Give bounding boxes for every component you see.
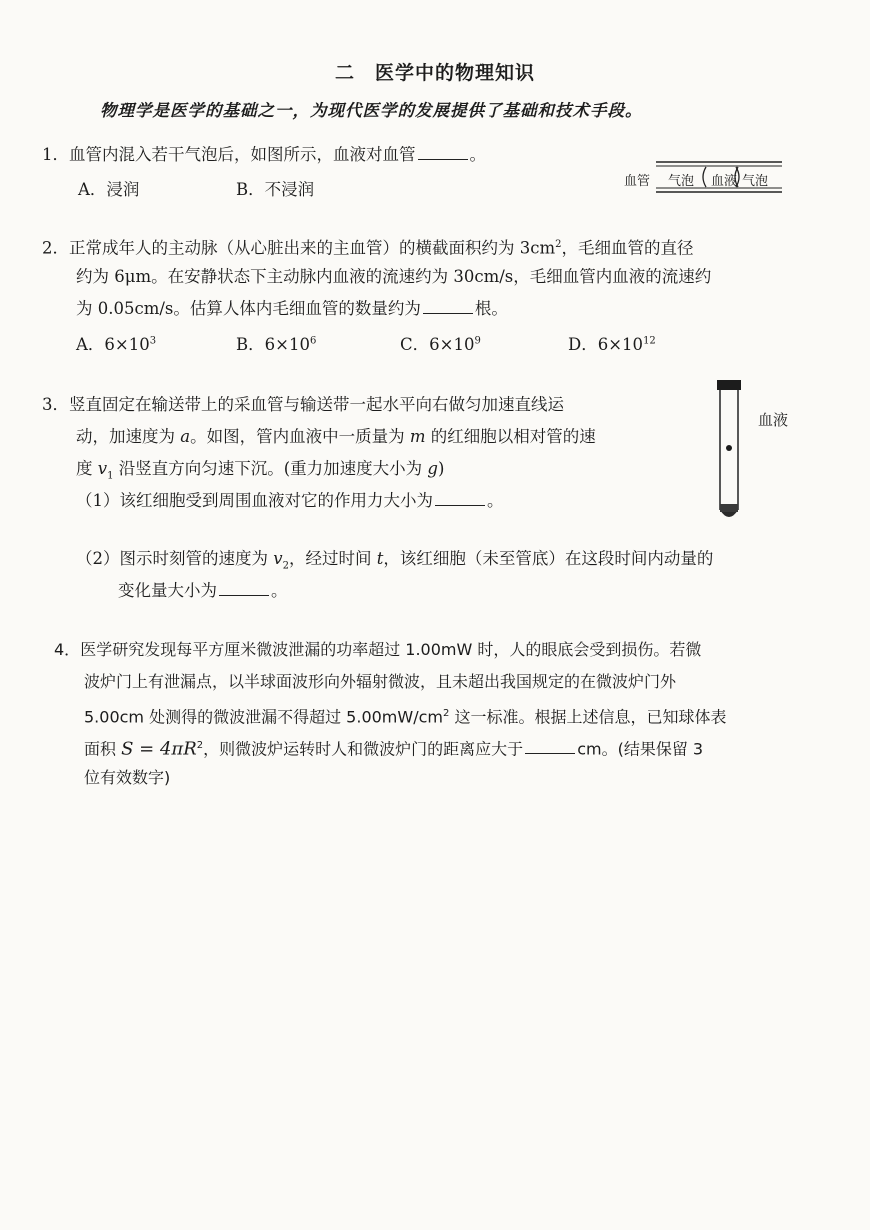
q1-fig-vessel-label: 血管 (624, 174, 651, 189)
q2-option-b: B．$6\times 10^6$ (236, 335, 317, 354)
q4-line-1: 4．医学研究发现每平方厘米微波泄漏的功率超过 1.00mW 时，人的眼底会受到损伤。若微 (54, 640, 702, 659)
q2-option-c: C．$6\times 10^9$ (400, 335, 481, 354)
q3-number: 3． (42, 395, 69, 414)
q4-line-2: 波炉门上有泄漏点，以半球面波形向外辐射微波，且未超出我国规定的在微波炉门外 (84, 672, 677, 691)
q3-part-1: （1）该红细胞受到周围血液对它的作用力大小为 。 (76, 491, 504, 510)
section-title: 二 医学中的物理知识 (334, 62, 535, 84)
blood-tube-figure (712, 378, 746, 528)
q4-line-4: 面积 $S = 4\pi R^2$，则微波炉运转时人和微波炉门的距离应大于 cm。(结果保留 3 (84, 738, 704, 760)
q4-line-5: 位有效数字) (84, 768, 171, 787)
q3-fig-label: 血液 (758, 411, 789, 429)
q2-option-a: A．$6\times 10^3$ (76, 335, 157, 354)
q2-number: 2． (42, 238, 69, 258)
q3-part-2-line-2: 变化量大小为 。 (118, 581, 288, 600)
q3-line-3: 度 $v_1$ 沿竖直方向匀速下沉。(重力加速度大小为 g) (76, 459, 445, 482)
q2-blank (423, 299, 473, 314)
q2-line-2: 约为 6μm。在安静状态下主动脉内血液的流速约为 30cm/s，毛细血管内血液的流速约 (76, 267, 712, 286)
q1-blank (418, 145, 468, 160)
q2-line-1: 2．正常成年人的主动脉（从心脏出来的主血管）的横截面积约为 $3cm^2$，毛细血管的直径 (42, 238, 694, 258)
q1-fig-blood-label: 血液 (711, 174, 738, 189)
q2-option-d: D．$6\times 10^{12}$ (568, 335, 656, 354)
q1-fig-bubble-label-2: 气泡 (742, 174, 769, 189)
q1-number: 1． (42, 145, 69, 164)
q1-option-b: B．不浸润 (236, 180, 315, 199)
q3-part-2-blank (219, 581, 269, 596)
q1-option-a: A．浸润 (78, 180, 140, 199)
q3-part-1-blank (435, 491, 485, 506)
q4-blank (525, 739, 575, 754)
q3-part-2: （2）图示时刻管的速度为 $v_2$，经过时间 t，该红细胞（未至管底）在这段时间内动量的 (76, 549, 714, 572)
q3-line-1: 3．竖直固定在输送带上的采血管与输送带一起水平向右做匀加速直线运 (42, 395, 564, 414)
q1-stem: 1．血管内混入若干气泡后，如图所示，血液对血管 。 (42, 145, 486, 164)
q2-line-3: 为 0.05cm/s。估算人体内毛细血管的数量约为 根。 (76, 299, 508, 318)
q4-number: 4． (54, 640, 81, 659)
q4-line-3: 5.00cm 处测得的微波泄漏不得超过 $5.00mW/cm^2$ 这一标准。根据上述信息，已知球体表 (84, 707, 727, 727)
q3-line-2: 动，加速度为 a。如图，管内血液中一质量为 m 的红细胞以相对管的速 (76, 427, 596, 446)
sphere-area-formula: S = 4πR (121, 738, 197, 760)
intro-text: 物理学是医学的基础之一，为现代医学的发展提供了基础和技术手段。 (100, 101, 643, 120)
q1-fig-bubble-label-1: 气泡 (668, 174, 695, 189)
